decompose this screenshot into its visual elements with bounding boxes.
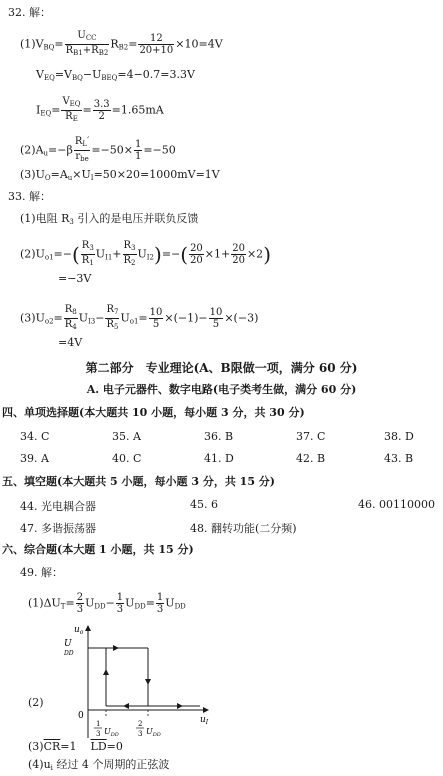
q49-part2-label: (2) [28, 696, 44, 709]
graph-origin: 0 [78, 711, 84, 721]
answer-38: 38. D [384, 430, 414, 443]
hysteresis-graph [62, 622, 212, 744]
answer-43: 43. B [384, 452, 414, 465]
q33-part3-result: =4V [58, 336, 83, 349]
part2-title: 第二部分 专业理论(A、B限做一项，满分 60 分) [85, 361, 358, 375]
answer-47: 47. 多谐振荡器 [20, 522, 96, 535]
answer-40: 40. C [112, 452, 142, 465]
graph-t1-den: 3 [96, 730, 101, 738]
section4-title: 四、单项选择题(本大题共 10 小题，每小题 3 分，共 30 分) [2, 406, 305, 419]
answer-36: 36. B [204, 430, 234, 443]
q49-part1: $(1)\Delta U_T=$ $\frac{2}{3}$ $U_{DD}-$ $\frac{1}{3}$ $U_{DD}=$ $\frac{1}{3}$ $U_{DD}$ [28, 592, 186, 615]
section5-title: 五、填空题(本大题共 5 小题，每小题 3 分，共 15 分) [2, 475, 276, 488]
answer-41: 41. D [204, 452, 234, 465]
answer-34: 34. C [20, 430, 50, 443]
q32-part2: $(2)A_u=-\beta$ $\frac{R_L'}{r_{be}}$ =−50× $\frac{1}{1}$ =−50 [20, 136, 176, 163]
section6-title: 六、综合题(本大题 1 小题，共 15 分) [2, 543, 194, 556]
answer-39: 39. A [20, 452, 49, 465]
q32-part1-ieq: $I_{EQ}=$ $\frac{V_{EQ}}{R_E}$ = $\frac{3.3}{2}$ =1.65mA [36, 96, 164, 123]
q32-part1-veq: $V_{EQ}=V_{BQ}-U_{BEQ}=4-0.7=3.3V$ [36, 68, 195, 82]
graph-t2-den: 3 [138, 730, 143, 738]
svg-text:UDD: $U_{DD}$ [104, 727, 119, 738]
q49-label: 49. 解： [20, 566, 63, 579]
answer-48: 48. 翻转功能(二分频) [190, 522, 297, 535]
graph-t1-num: 1 [96, 720, 101, 728]
graph-udd-sub: DD [64, 650, 74, 657]
answer-37: 37. C [296, 430, 326, 443]
q33-part2-result: =−3V [58, 272, 92, 285]
part2-subtitle: A. 电子元器件、数字电路(电子类考生做，满分 60 分) [86, 383, 357, 396]
graph-udd-label: U [64, 639, 72, 649]
answer-45: 45. 6 [190, 498, 218, 511]
graph-y-label: $u_o$ [74, 625, 84, 636]
q32-part3: $(3)U_O=A_u\times U_I=50\times 20=1000mV=1V$ [20, 168, 220, 182]
answer-44: 44. 光电耦合器 [20, 500, 96, 513]
q33-part2: $(2)U_{o1}=-$( $\frac{R_3}{R_1}$ $U_{I1}+$ $\frac{R_3}{R_2}$ $U_{I2})=-$( $\frac{20}{20}$ ×1+ $\frac{20}{20}$ ×2) [20, 240, 271, 267]
graph-x-label: $u_I$ [200, 715, 209, 726]
q32-part1-vbq: $(1)V_{BQ}=$ $\frac{U_{CC}}{R_{B1}+R_{B2}}$ $R_{B2}=$ $\frac{12}{20+10}$ ×10=4V [20, 30, 223, 57]
answer-42: 42. B [296, 452, 326, 465]
q49-part4: $(4)u_i$ 经过 4 个周期的正弦波 [28, 758, 170, 772]
answer-46: 46. 00110000 [358, 498, 435, 511]
q32-label: 32. 解： [8, 6, 51, 19]
q33-part3: $(3)U_{o2}=$ $\frac{R_8}{R_4}$ $U_{I3}-$ $\frac{R_7}{R_5}$ $U_{o1}=$ $\frac{10}{5}$ ×(−1)− $\frac{10}{5}$ ×(−3) [20, 304, 259, 331]
answer-35: 35. A [112, 430, 141, 443]
q49-part3: $(3)\overline{CR}=1$ $\overline{LD}=0$ [28, 740, 123, 753]
q33-label: 33. 解： [8, 190, 51, 203]
q33-part1: (1)电阻 $R_3$ 引入的是电压并联负反馈 [20, 212, 199, 226]
svg-text:UDD: $U_{DD}$ [146, 727, 161, 738]
graph-t2-num: 2 [138, 720, 143, 728]
